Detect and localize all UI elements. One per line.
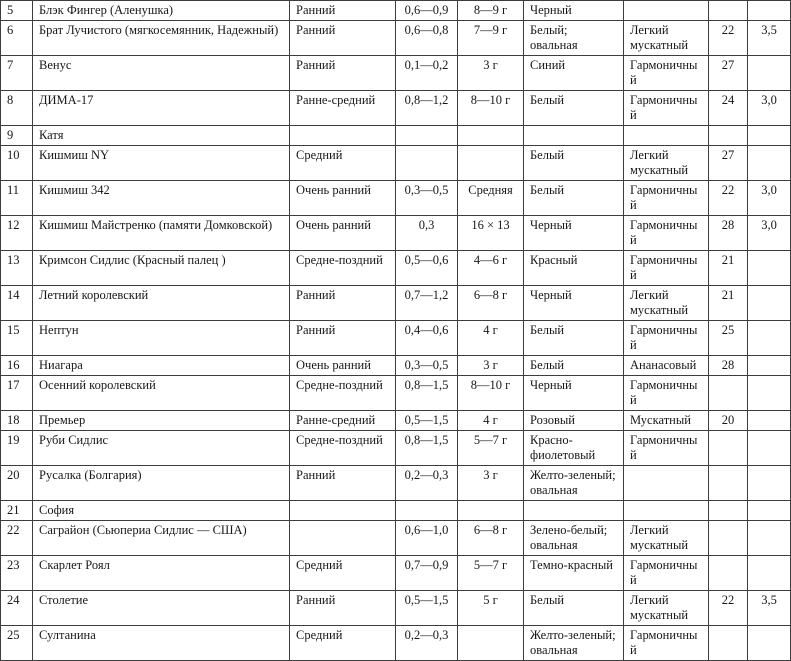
grape-table-body [1, 1, 791, 661]
table-cell: 22 [1, 521, 33, 556]
table-cell: 9 [1, 126, 33, 146]
table-cell [709, 556, 748, 591]
table-cell: Средне-поздний [290, 251, 396, 286]
table-cell: 4 г [458, 321, 524, 356]
table-row [1, 56, 791, 91]
table-cell: Средний [290, 626, 396, 661]
table-row [1, 251, 791, 286]
table-row [1, 376, 791, 411]
table-cell: 22 [709, 591, 748, 626]
table-cell [709, 1, 748, 21]
table-cell: Ранне-средний [290, 411, 396, 431]
table-cell: Султанина [33, 626, 290, 661]
table-cell: Легкий мускатный [624, 146, 709, 181]
table-cell: Белый [524, 321, 624, 356]
table-cell: Ранний [290, 466, 396, 501]
table-cell: Средне-поздний [290, 431, 396, 466]
table-cell: Осенний королевский [33, 376, 290, 411]
table-cell: 3 г [458, 56, 524, 91]
table-cell: Кишмиш 342 [33, 181, 290, 216]
table-row [1, 216, 791, 251]
table-cell [290, 521, 396, 556]
table-cell: 24 [1, 591, 33, 626]
table-cell [748, 286, 791, 321]
table-cell: Столетие [33, 591, 290, 626]
table-cell: Русалка (Болгария) [33, 466, 290, 501]
table-cell [524, 501, 624, 521]
table-cell: 0,2—0,3 [396, 626, 458, 661]
table-cell: Руби Сидлис [33, 431, 290, 466]
table-row [1, 181, 791, 216]
table-cell: 8—9 г [458, 1, 524, 21]
table-row [1, 626, 791, 661]
table-cell: 8—10 г [458, 376, 524, 411]
table-row [1, 591, 791, 626]
table-cell [396, 501, 458, 521]
table-cell: 8 [1, 91, 33, 126]
table-cell: Венус [33, 56, 290, 91]
table-cell: 25 [709, 321, 748, 356]
table-cell [748, 146, 791, 181]
table-cell: Средний [290, 556, 396, 591]
table-cell [458, 501, 524, 521]
table-cell: 15 [1, 321, 33, 356]
table-cell: 25 [1, 626, 33, 661]
table-cell: 5—7 г [458, 431, 524, 466]
table-row [1, 286, 791, 321]
table-cell: Саграйон (Сьюпериа Сидлис — США) [33, 521, 290, 556]
table-cell: 6 [1, 21, 33, 56]
table-cell: Красно-фиолетовый [524, 431, 624, 466]
table-cell: 16 × 13 [458, 216, 524, 251]
table-cell: 19 [1, 431, 33, 466]
table-cell: 8—10 г [458, 91, 524, 126]
table-cell: Белый; овальная [524, 21, 624, 56]
table-cell [396, 126, 458, 146]
table-cell: Легкий мускатный [624, 286, 709, 321]
table-cell: 5 [1, 1, 33, 21]
table-cell [748, 466, 791, 501]
table-cell [709, 126, 748, 146]
table-cell [624, 1, 709, 21]
table-cell: 18 [1, 411, 33, 431]
table-cell: Ранний [290, 286, 396, 321]
table-cell: 0,6—1,0 [396, 521, 458, 556]
table-cell: Гармоничный [624, 556, 709, 591]
table-cell [748, 501, 791, 521]
table-cell [624, 126, 709, 146]
table-cell: Ананасовый [624, 356, 709, 376]
table-cell: 0,8—1,2 [396, 91, 458, 126]
table-cell: Гармоничный [624, 216, 709, 251]
table-cell: 21 [709, 251, 748, 286]
table-cell [748, 521, 791, 556]
table-cell [748, 251, 791, 286]
table-cell: 10 [1, 146, 33, 181]
table-row [1, 356, 791, 376]
table-cell [709, 521, 748, 556]
table-cell [709, 431, 748, 466]
table-cell: Черный [524, 216, 624, 251]
table-cell: Белый [524, 146, 624, 181]
table-cell: Ранний [290, 1, 396, 21]
table-cell: Белый [524, 91, 624, 126]
table-cell: Премьер [33, 411, 290, 431]
table-cell: 3 г [458, 466, 524, 501]
table-cell: 23 [1, 556, 33, 591]
table-cell: 28 [709, 356, 748, 376]
table-cell: 0,3 [396, 216, 458, 251]
table-cell [748, 56, 791, 91]
table-row [1, 521, 791, 556]
table-cell: Ниагара [33, 356, 290, 376]
table-cell: 4 г [458, 411, 524, 431]
table-row [1, 91, 791, 126]
table-cell: 24 [709, 91, 748, 126]
table-cell [624, 501, 709, 521]
table-cell [748, 321, 791, 356]
table-cell: 0,3—0,5 [396, 356, 458, 376]
table-cell: Ранний [290, 321, 396, 356]
table-cell: Гармоничный [624, 91, 709, 126]
table-cell: Гармоничный [624, 181, 709, 216]
table-cell: 21 [1, 501, 33, 521]
table-cell: Кишмиш Майстренко (памяти Домковской) [33, 216, 290, 251]
table-cell: 0,2—0,3 [396, 466, 458, 501]
table-row [1, 411, 791, 431]
table-cell: Кримсон Сидлис (Красный палец ) [33, 251, 290, 286]
table-cell: 0,5—1,5 [396, 591, 458, 626]
table-row [1, 466, 791, 501]
table-cell: Черный [524, 1, 624, 21]
table-cell: 3 г [458, 356, 524, 376]
table-cell: 3,0 [748, 216, 791, 251]
table-cell: Блэк Фингер (Аленушка) [33, 1, 290, 21]
table-row [1, 1, 791, 21]
table-cell: Брат Лучистого (мягкосемянник, Надежный) [33, 21, 290, 56]
table-cell: Гармоничный [624, 626, 709, 661]
table-row [1, 501, 791, 521]
table-cell: Гармоничный [624, 56, 709, 91]
table-cell: 21 [709, 286, 748, 321]
table-cell: Очень ранний [290, 216, 396, 251]
table-cell: 3,0 [748, 91, 791, 126]
table-cell: 0,5—1,5 [396, 411, 458, 431]
table-cell [748, 376, 791, 411]
table-cell [458, 146, 524, 181]
table-cell [624, 466, 709, 501]
table-cell: Гармоничный [624, 251, 709, 286]
table-cell [709, 501, 748, 521]
table-cell: Летний королевский [33, 286, 290, 321]
table-cell: 20 [1, 466, 33, 501]
table-row [1, 146, 791, 181]
table-cell: 22 [709, 181, 748, 216]
table-cell: 3,5 [748, 591, 791, 626]
table-cell: Гармоничный [624, 376, 709, 411]
table-cell: Белый [524, 181, 624, 216]
table-cell: Черный [524, 376, 624, 411]
table-cell [709, 466, 748, 501]
table-cell: София [33, 501, 290, 521]
table-cell: Синий [524, 56, 624, 91]
table-row [1, 126, 791, 146]
table-cell: Катя [33, 126, 290, 146]
table-cell: Белый [524, 591, 624, 626]
table-cell: Ранний [290, 591, 396, 626]
table-cell: Очень ранний [290, 181, 396, 216]
table-cell: 16 [1, 356, 33, 376]
table-cell: 20 [709, 411, 748, 431]
table-cell: 0,3—0,5 [396, 181, 458, 216]
table-cell: Ранний [290, 21, 396, 56]
table-cell [290, 126, 396, 146]
table-cell: Средне-поздний [290, 376, 396, 411]
table-cell: 12 [1, 216, 33, 251]
table-cell: Розовый [524, 411, 624, 431]
table-cell [290, 501, 396, 521]
table-cell: Желто-зеленый; овальная [524, 466, 624, 501]
table-cell: 13 [1, 251, 33, 286]
table-cell: 0,5—0,6 [396, 251, 458, 286]
table-cell [709, 626, 748, 661]
table-cell [458, 126, 524, 146]
table-cell: Скарлет Роял [33, 556, 290, 591]
table-cell: 17 [1, 376, 33, 411]
table-row [1, 321, 791, 356]
table-cell: ДИМА-17 [33, 91, 290, 126]
table-cell [748, 411, 791, 431]
table-cell: 6—8 г [458, 521, 524, 556]
table-cell: 5—7 г [458, 556, 524, 591]
table-cell: 14 [1, 286, 33, 321]
table-cell: 0,6—0,9 [396, 1, 458, 21]
table-cell: Гармоничный [624, 431, 709, 466]
table-cell [748, 431, 791, 466]
table-cell: 27 [709, 56, 748, 91]
table-cell: 22 [709, 21, 748, 56]
table-cell: 3,5 [748, 21, 791, 56]
table-cell: 7—9 г [458, 21, 524, 56]
table-cell: 0,8—1,5 [396, 376, 458, 411]
table-cell [748, 1, 791, 21]
table-cell: 5 г [458, 591, 524, 626]
table-row [1, 556, 791, 591]
table-row [1, 21, 791, 56]
table-cell: 0,1—0,2 [396, 56, 458, 91]
table-cell: Средний [290, 146, 396, 181]
table-cell: 0,7—1,2 [396, 286, 458, 321]
table-cell: 0,8—1,5 [396, 431, 458, 466]
table-cell [524, 126, 624, 146]
table-cell: 28 [709, 216, 748, 251]
table-cell: Ранне-средний [290, 91, 396, 126]
table-cell: 7 [1, 56, 33, 91]
table-cell: Средняя [458, 181, 524, 216]
table-cell [748, 556, 791, 591]
table-cell: Кишмиш NY [33, 146, 290, 181]
table-cell: Желто-зеленый; овальная [524, 626, 624, 661]
table-cell: Зелено-белый; овальная [524, 521, 624, 556]
table-cell [748, 126, 791, 146]
table-cell: 3,0 [748, 181, 791, 216]
table-cell: Белый [524, 356, 624, 376]
table-cell: Очень ранний [290, 356, 396, 376]
table-cell [748, 626, 791, 661]
table-cell: Легкий мускатный [624, 21, 709, 56]
table-cell: Ранний [290, 56, 396, 91]
table-cell: Гармоничный [624, 321, 709, 356]
table-cell [709, 376, 748, 411]
table-cell: 6—8 г [458, 286, 524, 321]
table-cell: 0,4—0,6 [396, 321, 458, 356]
table-cell: Легкий мускатный [624, 591, 709, 626]
table-cell: Темно-красный [524, 556, 624, 591]
table-row [1, 431, 791, 466]
table-cell: Нептун [33, 321, 290, 356]
table-cell: 11 [1, 181, 33, 216]
table-cell: Легкий мускатный [624, 521, 709, 556]
table-cell: Черный [524, 286, 624, 321]
table-cell: 27 [709, 146, 748, 181]
table-cell: 4—6 г [458, 251, 524, 286]
table-cell [748, 356, 791, 376]
table-cell: 0,7—0,9 [396, 556, 458, 591]
table-cell: 0,6—0,8 [396, 21, 458, 56]
table-cell [396, 146, 458, 181]
table-cell [458, 626, 524, 661]
table-cell: Мускатный [624, 411, 709, 431]
table-cell: Красный [524, 251, 624, 286]
